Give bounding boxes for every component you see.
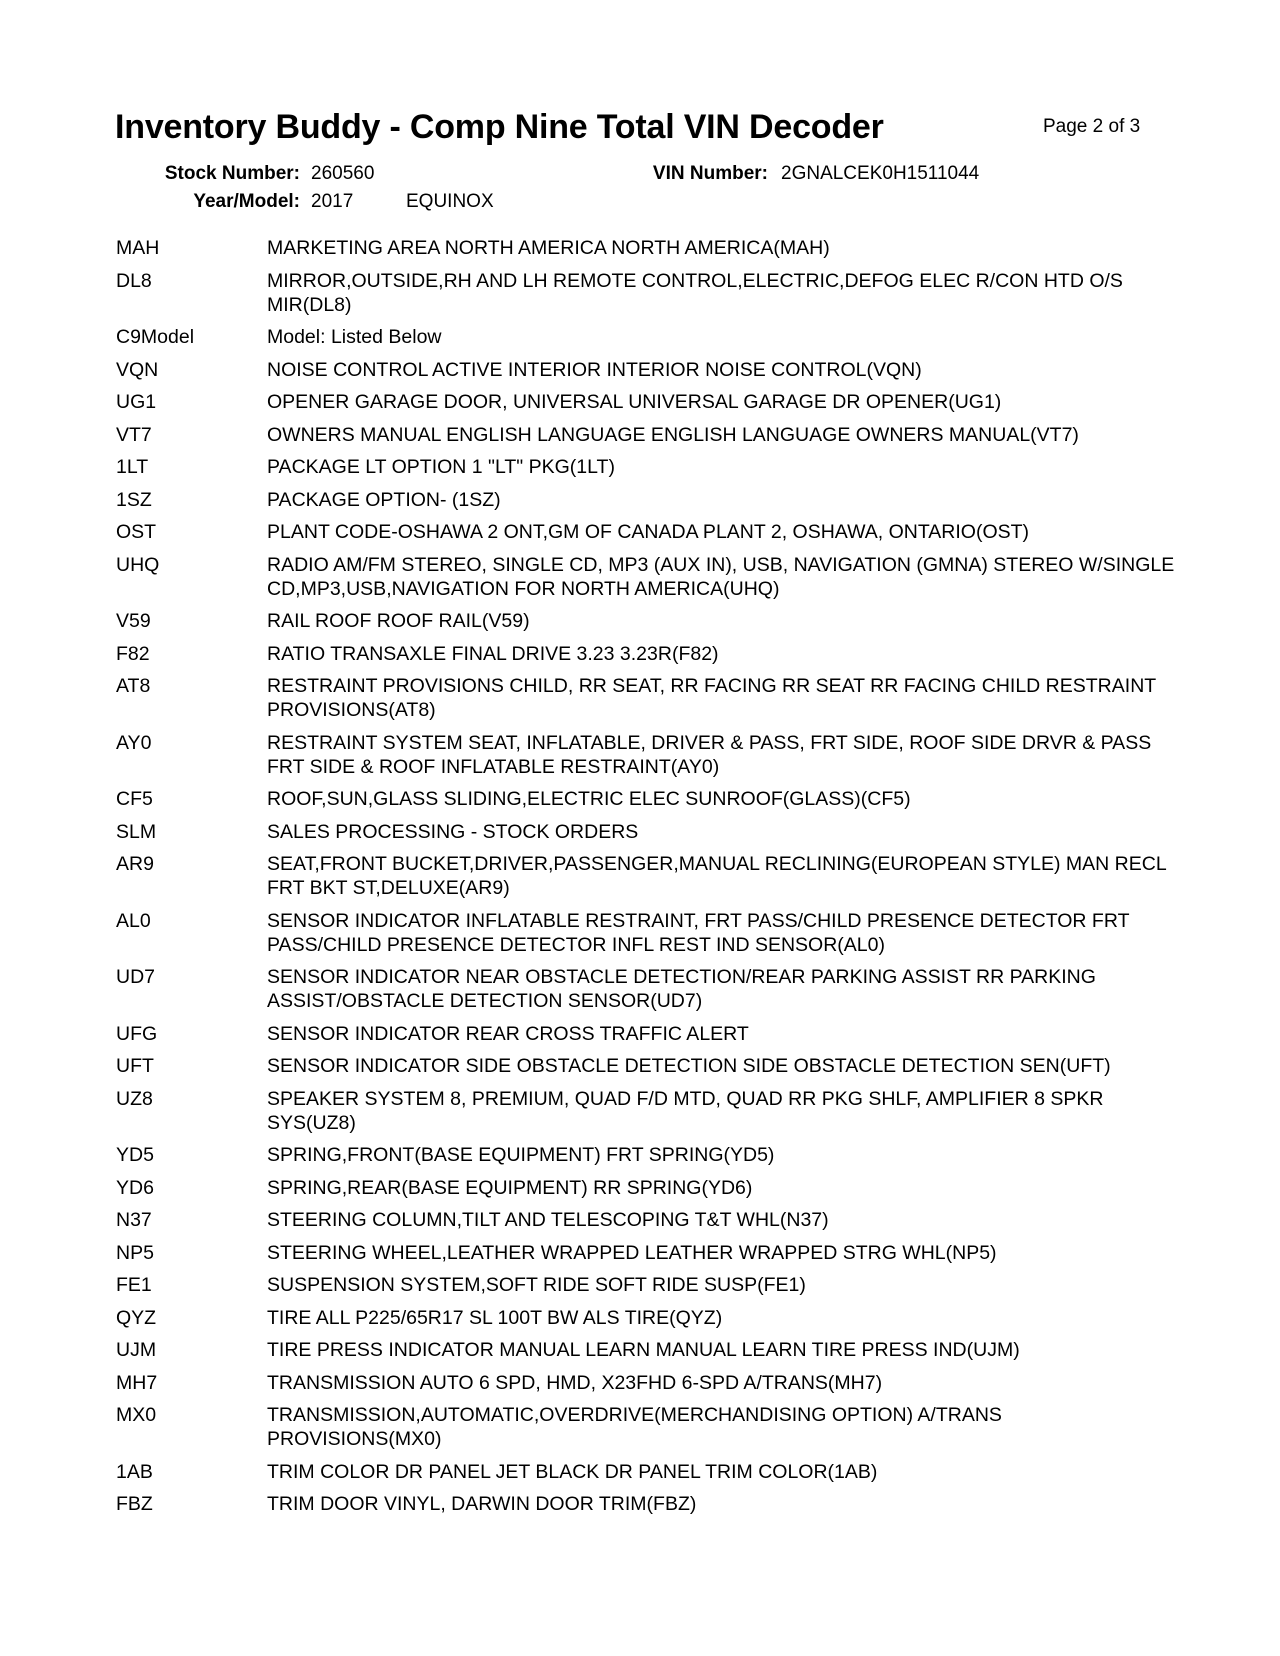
option-description: SEAT,FRONT BUCKET,DRIVER,PASSENGER,MANUAL RECLINING(EUROPEAN STYLE) MAN RECL FRT BKT ST,DELUXE(AR9) (267, 853, 1166, 899)
option-description: NOISE CONTROL ACTIVE INTERIOR INTERIOR NOISE CONTROL(VQN) (267, 358, 922, 381)
option-description: SENSOR INDICATOR SIDE OBSTACLE DETECTION SIDE OBSTACLE DETECTION SEN(UFT) (267, 1055, 1111, 1077)
option-description: PACKAGE LT OPTION 1 "LT" PKG(1LT) (267, 456, 615, 478)
option-code: MH7 (116, 1371, 158, 1394)
option-code-row (116, 1306, 1176, 1330)
option-code-row (116, 1054, 1176, 1078)
option-code-row (116, 1022, 1176, 1046)
option-description: TIRE ALL P225/65R17 SL 100T BW ALS TIRE(QYZ) (267, 1306, 723, 1329)
option-code-row (116, 269, 1176, 317)
option-description: TRIM COLOR DR PANEL JET BLACK DR PANEL TRIM COLOR(1AB) (267, 1460, 878, 1483)
option-description: MARKETING AREA NORTH AMERICA NORTH AMERICA(MAH) (267, 237, 830, 259)
option-code-row (116, 787, 1176, 811)
option-code-row (116, 909, 1176, 957)
option-code-row (116, 642, 1176, 666)
option-code: 1AB (116, 1460, 153, 1483)
option-code: VT7 (116, 423, 152, 446)
option-description: SALES PROCESSING - STOCK ORDERS (267, 820, 639, 843)
option-code: FE1 (116, 1274, 152, 1296)
option-description: TRANSMISSION,AUTOMATIC,OVERDRIVE(MERCHANDISING OPTION) A/TRANS PROVISIONS(MX0) (267, 1404, 1002, 1450)
option-code-row (116, 1273, 1176, 1297)
option-code: CF5 (116, 788, 153, 810)
option-code-row (116, 236, 1176, 260)
option-code-row (116, 488, 1176, 512)
option-code: SLM (116, 820, 157, 843)
option-code: 1LT (116, 456, 149, 478)
option-code: C9Model (116, 326, 195, 348)
option-code-row (116, 1176, 1176, 1200)
option-code: AY0 (116, 731, 152, 754)
option-code: UD7 (116, 966, 156, 988)
option-code-row (116, 731, 1176, 779)
stock-number-value: 260560 (311, 163, 375, 184)
option-code: 1SZ (116, 488, 152, 511)
option-description: SPRING,FRONT(BASE EQUIPMENT) FRT SPRING(YD5) (267, 1144, 775, 1166)
option-code-row (116, 1403, 1176, 1451)
option-codes-list (116, 236, 1176, 1525)
option-description: PLANT CODE-OSHAWA 2 ONT,GM OF CANADA PLANT 2, OSHAWA, ONTARIO(OST) (267, 521, 1030, 543)
option-code: F82 (116, 642, 150, 665)
option-code-row (116, 1492, 1176, 1516)
option-code: UFT (116, 1055, 154, 1077)
option-code: AL0 (116, 909, 151, 932)
option-description: RESTRAINT PROVISIONS CHILD, RR SEAT, RR FACING RR SEAT RR FACING CHILD RESTRAINT PROVISIONS(AT8) (267, 675, 1156, 721)
option-code: AR9 (116, 853, 154, 875)
option-description: TIRE PRESS INDICATOR MANUAL LEARN MANUAL LEARN TIRE PRESS IND(UJM) (267, 1339, 1020, 1361)
option-description: RESTRAINT SYSTEM SEAT, INFLATABLE, DRIVER & PASS, FRT SIDE, ROOF SIDE DRVR & PASS FRT SIDE & ROOF INFLATABLE RESTRAINT(AY0) (267, 731, 1152, 778)
option-description: SPEAKER SYSTEM 8, PREMIUM, QUAD F/D MTD, QUAD RR PKG SHLF, AMPLIFIER 8 SPKR SYS(UZ8) (267, 1087, 1104, 1134)
option-code: V59 (116, 610, 151, 632)
option-code-row (116, 358, 1176, 382)
option-code: N37 (116, 1209, 152, 1231)
option-code: AT8 (116, 675, 151, 697)
option-description: TRIM DOOR VINYL, DARWIN DOOR TRIM(FBZ) (267, 1493, 697, 1515)
option-code: FBZ (116, 1493, 153, 1515)
option-code-row (116, 325, 1176, 349)
option-description: STEERING COLUMN,TILT AND TELESCOPING T&T WHL(N37) (267, 1209, 829, 1231)
option-description: SENSOR INDICATOR NEAR OBSTACLE DETECTION/REAR PARKING ASSIST RR PARKING ASSIST/OBSTACLE DETECTION SENSOR(UD7) (267, 966, 1096, 1012)
option-code-row (116, 1338, 1176, 1362)
option-description: SPRING,REAR(BASE EQUIPMENT) RR SPRING(YD6) (267, 1176, 753, 1199)
option-code-row (116, 455, 1176, 479)
model-value: EQUINOX (406, 191, 494, 212)
vin-number-label: VIN Number: (652, 163, 768, 184)
option-code: VQN (116, 358, 159, 381)
option-code: UZ8 (116, 1087, 153, 1110)
option-code-row (116, 965, 1176, 1013)
option-code-row (116, 1143, 1176, 1167)
option-code-row (116, 423, 1176, 447)
option-code: MAH (116, 237, 160, 259)
option-code-row (116, 1087, 1176, 1135)
option-description: ROOF,SUN,GLASS SLIDING,ELECTRIC ELEC SUNROOF(GLASS)(CF5) (267, 788, 911, 810)
option-code-row (116, 553, 1176, 601)
option-description: RADIO AM/FM STEREO, SINGLE CD, MP3 (AUX IN), USB, NAVIGATION (GMNA) STEREO W/SINGLE CD,MP3,USB,NAVIGATION FOR NORTH AMERICA(UHQ) (267, 553, 1175, 600)
option-description: PACKAGE OPTION- (1SZ) (267, 488, 501, 511)
option-code: DL8 (116, 269, 152, 292)
option-code: OST (116, 521, 157, 543)
option-description: STEERING WHEEL,LEATHER WRAPPED LEATHER WRAPPED STRG WHL(NP5) (267, 1241, 997, 1264)
page-number: Page 2 of 3 (1043, 116, 1141, 137)
option-code: UJM (116, 1339, 157, 1361)
option-code-row (116, 1460, 1176, 1484)
option-code-row (116, 609, 1176, 633)
option-code: MX0 (116, 1404, 157, 1426)
year-value: 2017 (311, 191, 354, 212)
document-title: Inventory Buddy - Comp Nine Total VIN Decoder (115, 108, 884, 146)
option-code: QYZ (116, 1306, 157, 1329)
option-code-row (116, 820, 1176, 844)
option-code: NP5 (116, 1241, 154, 1264)
option-code: UG1 (116, 391, 157, 413)
option-description: Model: Listed Below (267, 326, 442, 348)
option-code-row (116, 852, 1176, 900)
option-code-row (116, 1208, 1176, 1232)
option-code-row (116, 390, 1176, 414)
option-code: UFG (116, 1022, 158, 1045)
option-description: TRANSMISSION AUTO 6 SPD, HMD, X23FHD 6-SPD A/TRANS(MH7) (267, 1371, 883, 1394)
option-description: SENSOR INDICATOR REAR CROSS TRAFFIC ALERT (267, 1022, 749, 1045)
option-description: RAIL ROOF ROOF RAIL(V59) (267, 610, 530, 632)
option-code: UHQ (116, 553, 160, 576)
option-description: OWNERS MANUAL ENGLISH LANGUAGE ENGLISH LANGUAGE OWNERS MANUAL(VT7) (267, 423, 1079, 446)
vin-number-value: 2GNALCEK0H1511044 (781, 163, 980, 184)
option-code: YD6 (116, 1176, 154, 1199)
option-code: YD5 (116, 1144, 154, 1166)
option-code-row (116, 674, 1176, 722)
year-model-label: Year/Model: (193, 191, 300, 212)
option-code-row (116, 1241, 1176, 1265)
option-description: MIRROR,OUTSIDE,RH AND LH REMOTE CONTROL,ELECTRIC,DEFOG ELEC R/CON HTD O/S MIR(DL8) (267, 269, 1123, 316)
option-code-row (116, 520, 1176, 544)
option-description: SUSPENSION SYSTEM,SOFT RIDE SOFT RIDE SUSP(FE1) (267, 1274, 806, 1296)
stock-number-label: Stock Number: (164, 163, 300, 184)
option-description: RATIO TRANSAXLE FINAL DRIVE 3.23 3.23R(F82) (267, 642, 719, 665)
option-description: OPENER GARAGE DOOR, UNIVERSAL UNIVERSAL GARAGE DR OPENER(UG1) (267, 391, 1002, 413)
option-code-row (116, 1371, 1176, 1395)
option-description: SENSOR INDICATOR INFLATABLE RESTRAINT, FRT PASS/CHILD PRESENCE DETECTOR FRT PASS/CHILD PRESENCE DETECTOR INFL REST IND SENSOR(AL0) (267, 909, 1130, 956)
